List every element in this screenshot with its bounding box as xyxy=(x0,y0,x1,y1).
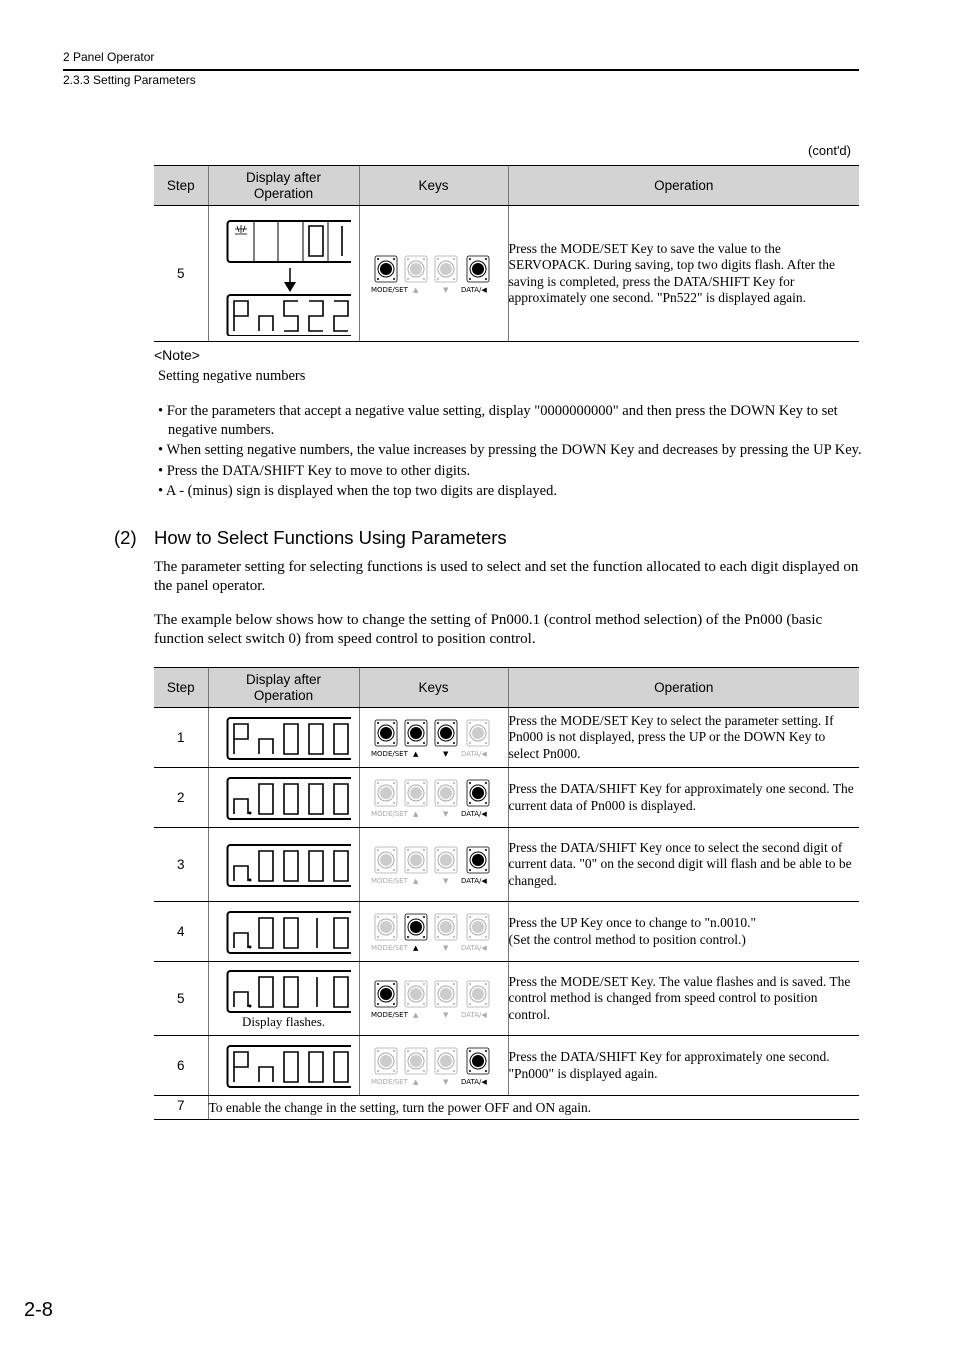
mode-set-key[interactable] xyxy=(375,1048,397,1074)
display-panel xyxy=(208,962,359,1036)
col-keys: Keys xyxy=(359,668,508,708)
up-key[interactable] xyxy=(405,914,427,940)
step-number: 7 xyxy=(154,1096,208,1120)
led-display-sequence xyxy=(217,212,351,336)
col-operation: Operation xyxy=(508,668,859,708)
section-paragraph-2: The example below shows how to change the setting of Pn000.1 (control method selection) of the Pn000 (basic function select switch 0) from speed control to position control. xyxy=(154,612,823,647)
contd-label: (cont'd) xyxy=(808,143,851,158)
arrow-down-icon xyxy=(284,282,296,292)
display-caption: Display flashes. xyxy=(241,1013,326,1029)
data-label: DATA/◀ xyxy=(460,876,487,885)
data-key[interactable] xyxy=(467,720,489,746)
header-chapter: 2 Panel Operator xyxy=(63,50,155,64)
list-item: • For the parameters that accept a negative value setting, display "0000000000" and then press the DOWN Key to set negative numbers. xyxy=(158,403,838,438)
down-key[interactable] xyxy=(435,1048,457,1074)
header-rule xyxy=(63,69,859,71)
up-key[interactable] xyxy=(405,847,427,873)
operation-text: Press the DATA/SHIFT Key for approximately one second. "Pn000" is displayed again. xyxy=(508,1036,859,1096)
list-item: • Press the DATA/SHIFT Key to move to other digits. xyxy=(158,462,471,479)
data-label: DATA/◀ xyxy=(460,1077,487,1086)
operation-table-1 xyxy=(154,165,859,342)
list-item: • When setting negative numbers, the value increases by pressing the DOWN Key and decreases by pressing the UP Key. xyxy=(158,442,862,458)
operation-table-2 xyxy=(154,667,859,1120)
mode-set-label: MODE/SET xyxy=(370,943,408,952)
up-key[interactable] xyxy=(405,720,427,746)
data-key[interactable] xyxy=(467,914,489,940)
mode-set-key[interactable] xyxy=(375,256,397,282)
down-key[interactable] xyxy=(435,914,457,940)
section-title: How to Select Functions Using Parameters xyxy=(154,527,507,548)
keypad xyxy=(359,206,508,342)
section-paragraph-1: The parameter setting for selecting functions is used to select and set the function allocated to each digit displayed on the panel operator. xyxy=(154,559,859,594)
data-key[interactable] xyxy=(467,1048,489,1074)
down-key[interactable] xyxy=(435,981,457,1007)
up-key[interactable] xyxy=(405,1048,427,1074)
display-panel xyxy=(208,902,359,962)
step-number: 1 xyxy=(154,708,208,768)
down-label: ▼ xyxy=(442,1010,448,1019)
up-label: ▲ xyxy=(412,285,418,294)
operation-text: Press the DATA/SHIFT Key once to select the second digit of current data. "0" on the second digit will flash and be able to be changed. xyxy=(508,828,859,902)
display-panel xyxy=(208,708,359,768)
mode-set-key[interactable] xyxy=(375,847,397,873)
operation-text: Press the MODE/SET Key to save the value to the SERVOPACK. During saving, top two digits flash. After the saving is completed, press the DATA/SHIFT Key for approximately one second. "Pn522" is displayed again. xyxy=(508,206,859,342)
up-label: ▲ xyxy=(412,749,418,758)
section-heading xyxy=(114,527,507,549)
operation-text: Press the DATA/SHIFT Key for approximately one second. The current data of Pn000 is displayed. xyxy=(508,768,859,828)
data-key[interactable] xyxy=(467,981,489,1007)
up-key[interactable] xyxy=(405,780,427,806)
led-display xyxy=(217,909,351,955)
step-number: 6 xyxy=(154,1036,208,1096)
section-number: (2) xyxy=(114,527,137,548)
up-label: ▲ xyxy=(412,876,418,885)
step-number: 5 xyxy=(154,206,208,342)
table-row xyxy=(154,962,859,1036)
step-number: 3 xyxy=(154,828,208,902)
data-label: DATA/◀ xyxy=(460,943,487,952)
down-key[interactable] xyxy=(435,256,457,282)
down-label: ▼ xyxy=(442,1077,448,1086)
down-key[interactable] xyxy=(435,780,457,806)
note-subtitle: Setting negative numbers xyxy=(158,368,306,384)
keypad xyxy=(359,828,508,902)
keypad xyxy=(359,902,508,962)
data-label: DATA/◀ xyxy=(460,749,487,758)
down-label: ▼ xyxy=(442,876,448,885)
step-number: 5 xyxy=(154,962,208,1036)
led-display xyxy=(217,842,351,888)
data-label: DATA/◀ xyxy=(460,1010,487,1019)
display-panel xyxy=(208,206,359,342)
table-row xyxy=(154,768,859,828)
mode-set-label: MODE/SET xyxy=(370,749,408,758)
col-step: Step xyxy=(154,166,208,206)
table-row xyxy=(154,708,859,768)
step-number: 4 xyxy=(154,902,208,962)
down-label: ▼ xyxy=(442,943,448,952)
mode-set-label: MODE/SET xyxy=(370,1077,408,1086)
down-key[interactable] xyxy=(435,720,457,746)
table-row xyxy=(154,206,859,342)
up-key[interactable] xyxy=(405,981,427,1007)
led-display xyxy=(217,715,351,761)
down-label: ▼ xyxy=(442,809,448,818)
led-display xyxy=(217,968,351,1014)
data-key[interactable] xyxy=(467,847,489,873)
page-number: 2-8 xyxy=(24,1299,53,1321)
down-label: ▼ xyxy=(442,749,448,758)
keypad xyxy=(359,708,508,768)
up-label: ▲ xyxy=(412,809,418,818)
table-row xyxy=(154,828,859,902)
mode-set-label: MODE/SET xyxy=(370,285,408,294)
table-row xyxy=(154,902,859,962)
mode-set-key[interactable] xyxy=(375,981,397,1007)
display-panel xyxy=(208,768,359,828)
note-bullets xyxy=(158,402,863,503)
mode-set-label: MODE/SET xyxy=(370,876,408,885)
mode-set-label: MODE/SET xyxy=(370,809,408,818)
col-operation: Operation xyxy=(508,166,859,206)
display-panel xyxy=(208,828,359,902)
down-key[interactable] xyxy=(435,847,457,873)
data-label: DATA/◀ xyxy=(460,285,487,294)
up-label: ▲ xyxy=(412,943,418,952)
keypad xyxy=(359,962,508,1036)
table-row xyxy=(154,1096,859,1120)
col-keys: Keys xyxy=(359,166,508,206)
col-display: Display after Operation xyxy=(208,166,359,206)
mode-set-key[interactable] xyxy=(375,720,397,746)
header-section: 2.3.3 Setting Parameters xyxy=(63,73,196,87)
mode-set-key[interactable] xyxy=(375,914,397,940)
up-key[interactable] xyxy=(405,256,427,282)
data-label: DATA/◀ xyxy=(460,809,487,818)
mode-set-label: MODE/SET xyxy=(370,1010,408,1019)
led-display xyxy=(217,1043,351,1089)
operation-text: Press the MODE/SET Key to select the parameter setting. If Pn000 is not displayed, press the UP or the DOWN Key to select Pn000. xyxy=(508,708,859,768)
table-row xyxy=(154,1036,859,1096)
led-display xyxy=(217,775,351,821)
display-panel xyxy=(208,1036,359,1096)
list-item: • A - (minus) sign is displayed when the top two digits are displayed. xyxy=(158,483,557,499)
up-label: ▲ xyxy=(412,1010,418,1019)
data-key[interactable] xyxy=(467,780,489,806)
keypad xyxy=(359,768,508,828)
down-label: ▼ xyxy=(442,285,448,294)
data-key[interactable] xyxy=(467,256,489,282)
flash-indicator-icon xyxy=(235,225,247,234)
operation-text: To enable the change in the setting, turn the power OFF and ON again. xyxy=(208,1096,859,1120)
operation-text: Press the UP Key once to change to "n.0010." (Set the control method to position control.) xyxy=(508,902,859,962)
col-display: Display after Operation xyxy=(208,668,359,708)
mode-set-key[interactable] xyxy=(375,780,397,806)
step-number: 2 xyxy=(154,768,208,828)
col-step: Step xyxy=(154,668,208,708)
up-label: ▲ xyxy=(412,1077,418,1086)
keypad xyxy=(359,1036,508,1096)
note-label: <Note> xyxy=(154,347,200,363)
operation-text: Press the MODE/SET Key. The value flashes and is saved. The control method is changed from speed control to position control. xyxy=(508,962,859,1036)
